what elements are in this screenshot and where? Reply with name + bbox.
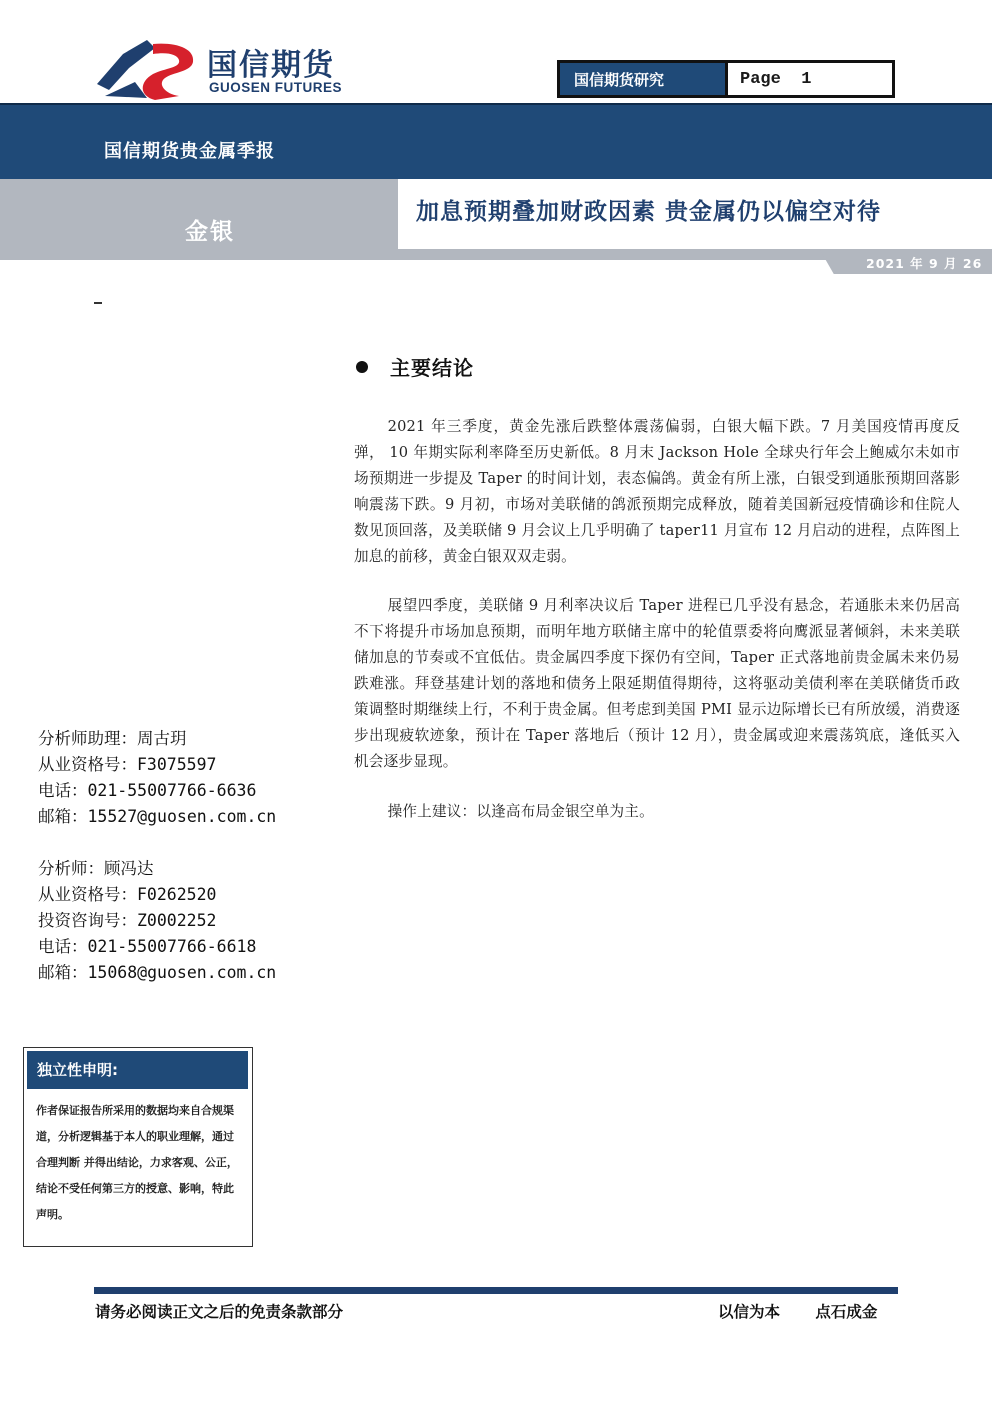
analyst-email[interactable]: 邮箱：15068@guosen.com.cn [38, 963, 277, 982]
category-block [0, 179, 398, 259]
declaration-title: 独立性申明: [27, 1051, 248, 1089]
conclusion-paragraph: 2021 年三季度，黄金先涨后跌整体震荡偏弱，白银大幅下跌。7 月美国疫情再度反弹， 10 年期实际利率降至历史新低。8 月末 Jackson Hole 全球央行年会上鲍威尔未如市场预期进一步提及 Taper 的时间计划，表态偏鸽。黄金有所上涨，白银受到通胀预期回落影响震荡下跌。9 月初，市场对美联储的鸽派预期完成释放，随着美国新冠疫情确诊和住院人数见顶回落，及美联储 9 月会议上几乎明确了 taper11 月宣布 12 月启动的进程，点阵图上加息的前移，黄金白银双双走弱。 [354, 418, 960, 565]
independence-declaration [23, 1047, 253, 1247]
operation-advice: 操作上建议：以逢高布局金银空单为主。 [387, 803, 654, 820]
analyst-email[interactable]: 邮箱：15527@guosen.com.cn [38, 807, 277, 826]
analyst-phone: 电话：021-55007766-6618 [38, 937, 257, 956]
research-label: 国信期货研究 [560, 63, 728, 95]
analyst-phone: 电话：021-55007766-6636 [38, 781, 257, 800]
guosen-logo-icon [95, 38, 200, 102]
research-page-box [557, 60, 895, 98]
header-band [0, 103, 992, 179]
analyst-assistant-info [38, 726, 276, 830]
category-label: 金银 [185, 219, 235, 245]
analyst-name: 分析师助理：周古玥 [38, 729, 187, 748]
analyst-name: 分析师：顾冯达 [38, 859, 154, 878]
analyst-cert: 从业资格号：F3075597 [38, 755, 217, 774]
bullet-icon [356, 361, 368, 373]
decorative-dash [94, 302, 102, 304]
company-logo [95, 38, 365, 102]
declaration-text: 作者保证报告所采用的数据均来自合规渠道，分析逻辑基于本人的职业理解，通过合理判断 并得出结论，力求客观、公正，结论不受任何第三方的授意、影响，特此声明。 [36, 1104, 238, 1221]
analyst-info [38, 856, 276, 986]
page-number: Page 1 [728, 63, 892, 95]
section-heading: 主要结论 [390, 356, 474, 380]
footer-slogan: 以信为本 点石成金 [718, 1302, 878, 1321]
analyst-cert: 从业资格号：F0262520 [38, 885, 217, 904]
footer-disclaimer-note: 请务必阅读正文之后的免责条款部分 [95, 1302, 344, 1321]
report-type: 国信期货贵金属季报 [104, 141, 275, 162]
logo-company-english: GUOSEN FUTURES [209, 80, 343, 95]
analyst-advisory: 投资咨询号：Z0002252 [38, 911, 217, 930]
conclusion-paragraph: 展望四季度，美联储 9 月利率决议后 Taper 进程已几乎没有悬念，若通胀未来仍居高不下将提升市场加息预期，而明年地方联储主席中的轮值票委将向鹰派显著倾斜，未来美联储加息的节奏或不宜低估。贵金属四季度下探仍有空间，Taper 正式落地前贵金属未来仍易跌难涨。拜登基建计划的落地和债务上限延期值得期待，这将驱动美债利率在美联储货币政策调整时期继续上行，不利于贵金属。但考虑到美国 PMI 显示边际增长已有所放缓，消费逐步出现疲软迹象，预计在 Taper 落地后（预计 12 月），贵金属或迎来震荡筑底，逢低买入机会逐步显现。 [354, 597, 960, 770]
report-date: 2021 年 9 月 26 日 [866, 256, 983, 289]
footer-rule [94, 1287, 898, 1294]
logo-company-name: 国信期货 [207, 48, 335, 83]
report-title: 加息预期叠加财政因素 贵金属仍以偏空对待 [416, 198, 882, 225]
